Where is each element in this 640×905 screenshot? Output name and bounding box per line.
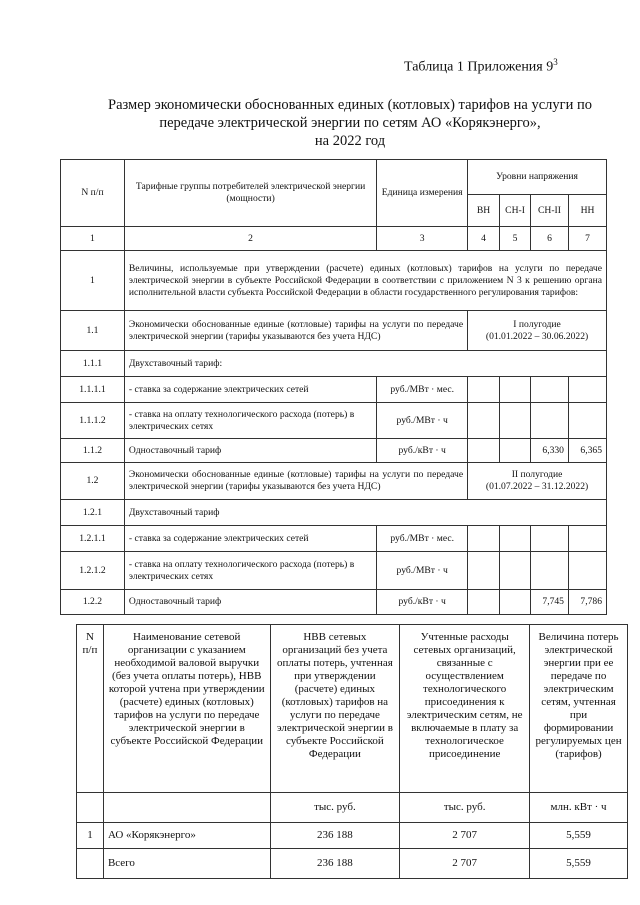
row-num: 1.2.1: [61, 500, 125, 526]
cell-sn1: [500, 439, 531, 463]
cell-vn: [468, 552, 500, 590]
network-organizations-table: [76, 624, 628, 879]
row-unit: руб./кВт · ч: [377, 590, 468, 615]
cell-sn2: 6,330: [531, 439, 569, 463]
period-label: I полугодие: [513, 318, 561, 330]
unit-costs: тыс. руб.: [400, 793, 530, 823]
table-row: [61, 377, 607, 403]
cell-vn: [468, 439, 500, 463]
row-num: 1.1.1: [61, 351, 125, 377]
row-unit: руб./МВт · ч: [377, 403, 468, 439]
header-num: N п/п: [77, 625, 104, 793]
units-empty: [77, 793, 104, 823]
row-text: Экономически обоснованные единые (котловые) тарифы на услуги по передаче электрической энергии (тарифы указываются без учета НДС): [124, 311, 467, 351]
colnum: 5: [500, 227, 531, 251]
colnum: 1: [61, 227, 125, 251]
row-num: 1.1.1.1: [61, 377, 125, 403]
row-costs: 2 707: [400, 823, 530, 849]
table-caption: [404, 57, 558, 76]
row-unit: руб./МВт · ч: [377, 552, 468, 590]
row-text: - ставка за содержание электрических сетей: [124, 526, 376, 552]
caption-superscript: 3: [553, 57, 558, 67]
row-text: Двухставочный тариф:: [124, 351, 606, 377]
row-unit: руб./МВт · мес.: [377, 526, 468, 552]
cell-nn: [568, 552, 606, 590]
header-nvv: НВВ сетевых организаций без учета оплаты потерь, учтенная при утверждении (расчете) единых (котловых) тарифов на услуги по передаче электрической энергии в субъекте Российской Федерации: [270, 625, 400, 793]
cell-sn2: [531, 526, 569, 552]
header-sn1: СН-I: [500, 195, 531, 227]
cell-sn2: [531, 403, 569, 439]
row-text: - ставка на оплату технологического расхода (потерь) в электрических сетях: [124, 552, 376, 590]
cell-vn: [468, 526, 500, 552]
cell-sn2: [531, 377, 569, 403]
cell-nn: [568, 377, 606, 403]
table-row: [61, 526, 607, 552]
row-num: 1.1.1.2: [61, 403, 125, 439]
unit-losses: млн. кВт · ч: [530, 793, 628, 823]
header-unit: Единица измерения: [377, 160, 468, 227]
row-text: Величины, используемые при утверждении (расчете) единых (котловых) тарифов на услуги по передаче электрической энергии в субъекте Российской Федерации в соответствии с приложением N 3 к решению органа исполнительной власти субъекта Российской Федерации в области государственного регулирования тарифов:: [124, 251, 606, 311]
period-dates: (01.01.2022 – 30.06.2022): [485, 330, 589, 342]
header-row: [61, 160, 607, 195]
cell-sn1: [500, 526, 531, 552]
caption-text: Таблица 1 Приложения 9: [404, 59, 554, 75]
table-row: [61, 552, 607, 590]
title-line-1: Размер экономически обоснованных единых (котловых) тарифов на услуги по: [108, 97, 592, 113]
row-text: Двухставочный тариф: [124, 500, 606, 526]
row-text: - ставка за содержание электрических сетей: [124, 377, 376, 403]
cell-sn1: [500, 552, 531, 590]
row-text: Экономически обоснованные единые (котловые) тарифы на услуги по передаче электрической энергии (тарифы указываются без учета НДС): [124, 463, 467, 500]
table-row: [61, 311, 607, 351]
row-losses: 5,559: [530, 823, 628, 849]
period-dates: (01.07.2022 – 31.12.2022): [485, 481, 589, 492]
row-unit: руб./МВт · мес.: [377, 377, 468, 403]
cell-nn: 6,365: [568, 439, 606, 463]
colnum: 6: [531, 227, 569, 251]
table-row: [61, 439, 607, 463]
row-text: Одноставочный тариф: [124, 590, 376, 615]
row-unit: руб./кВт · ч: [377, 439, 468, 463]
row-nvv: 236 188: [270, 849, 400, 879]
cell-sn2: [531, 552, 569, 590]
title-line-3: на 2022 год: [314, 133, 386, 149]
table-row: [61, 463, 607, 500]
row-num: 1.1.2: [61, 439, 125, 463]
period-cell: [468, 311, 607, 351]
table-row: [61, 500, 607, 526]
row-text: - ставка на оплату технологического расхода (потерь) в электрических сетях: [124, 403, 376, 439]
cell-vn: [468, 403, 500, 439]
row-nvv: 236 188: [270, 823, 400, 849]
colnum: 7: [568, 227, 606, 251]
row-num: 1.1: [61, 311, 125, 351]
colnum: 3: [377, 227, 468, 251]
cell-vn: [468, 377, 500, 403]
cell-vn: [468, 590, 500, 615]
period-cell: [468, 463, 607, 500]
header-vn: ВН: [468, 195, 500, 227]
colnum-row: [61, 227, 607, 251]
header-row: [77, 625, 628, 793]
header-losses: Величина потерь электрической энергии при ее передаче по электрическим сетям, учтенная при формировании регулируемых цен (тарифов): [530, 625, 628, 793]
row-num: 1: [77, 823, 104, 849]
document-title: [60, 96, 640, 150]
colnum: 4: [468, 227, 500, 251]
header-costs: Учтенные расходы сетевых организаций, связанные с осуществлением технологического присоединения к электрическим сетям, не включаемые в плату за технологическое присоединение: [400, 625, 530, 793]
header-groups: Тарифные группы потребителей электрической энергии (мощности): [124, 160, 376, 227]
cell-sn1: [500, 403, 531, 439]
tariff-table: [60, 159, 607, 615]
period-label: II полугодие: [511, 469, 563, 480]
row-num: 1.2.2: [61, 590, 125, 615]
row-costs: 2 707: [400, 849, 530, 879]
table-row: [61, 590, 607, 615]
row-text: Одноставочный тариф: [124, 439, 376, 463]
table-row: [61, 351, 607, 377]
units-row: [77, 793, 628, 823]
colnum: 2: [124, 227, 376, 251]
header-sn2: СН-II: [531, 195, 569, 227]
row-num: [77, 849, 104, 879]
row-org: Всего: [103, 849, 270, 879]
header-num: N п/п: [61, 160, 125, 227]
header-org: Наименование сетевой организации с указанием необходимой валовой выручки (без учета оплаты потерь), НВВ которой учтена при утверждении (расчете) единых (котловых) тарифов на услуги по передаче электрической энергии в субъекте Российской Федерации: [103, 625, 270, 793]
title-line-2: передаче электрической энергии по сетям АО «Корякэнерго»,: [159, 115, 541, 131]
row-num: 1.2.1.1: [61, 526, 125, 552]
unit-nvv: тыс. руб.: [270, 793, 400, 823]
row-num: 1: [61, 251, 125, 311]
header-nn: НН: [568, 195, 606, 227]
row-losses: 5,559: [530, 849, 628, 879]
cell-sn2: 7,745: [531, 590, 569, 615]
cell-sn1: [500, 377, 531, 403]
total-row: [77, 849, 628, 879]
cell-nn: [568, 403, 606, 439]
units-empty: [103, 793, 270, 823]
table-row: [77, 823, 628, 849]
row-org: АО «Корякэнерго»: [103, 823, 270, 849]
cell-nn: 7,786: [568, 590, 606, 615]
cell-nn: [568, 526, 606, 552]
table-row: [61, 403, 607, 439]
row-num: 1.2.1.2: [61, 552, 125, 590]
row-num: 1.2: [61, 463, 125, 500]
header-levels: Уровни напряжения: [468, 160, 607, 195]
cell-sn1: [500, 590, 531, 615]
table-row: [61, 251, 607, 311]
